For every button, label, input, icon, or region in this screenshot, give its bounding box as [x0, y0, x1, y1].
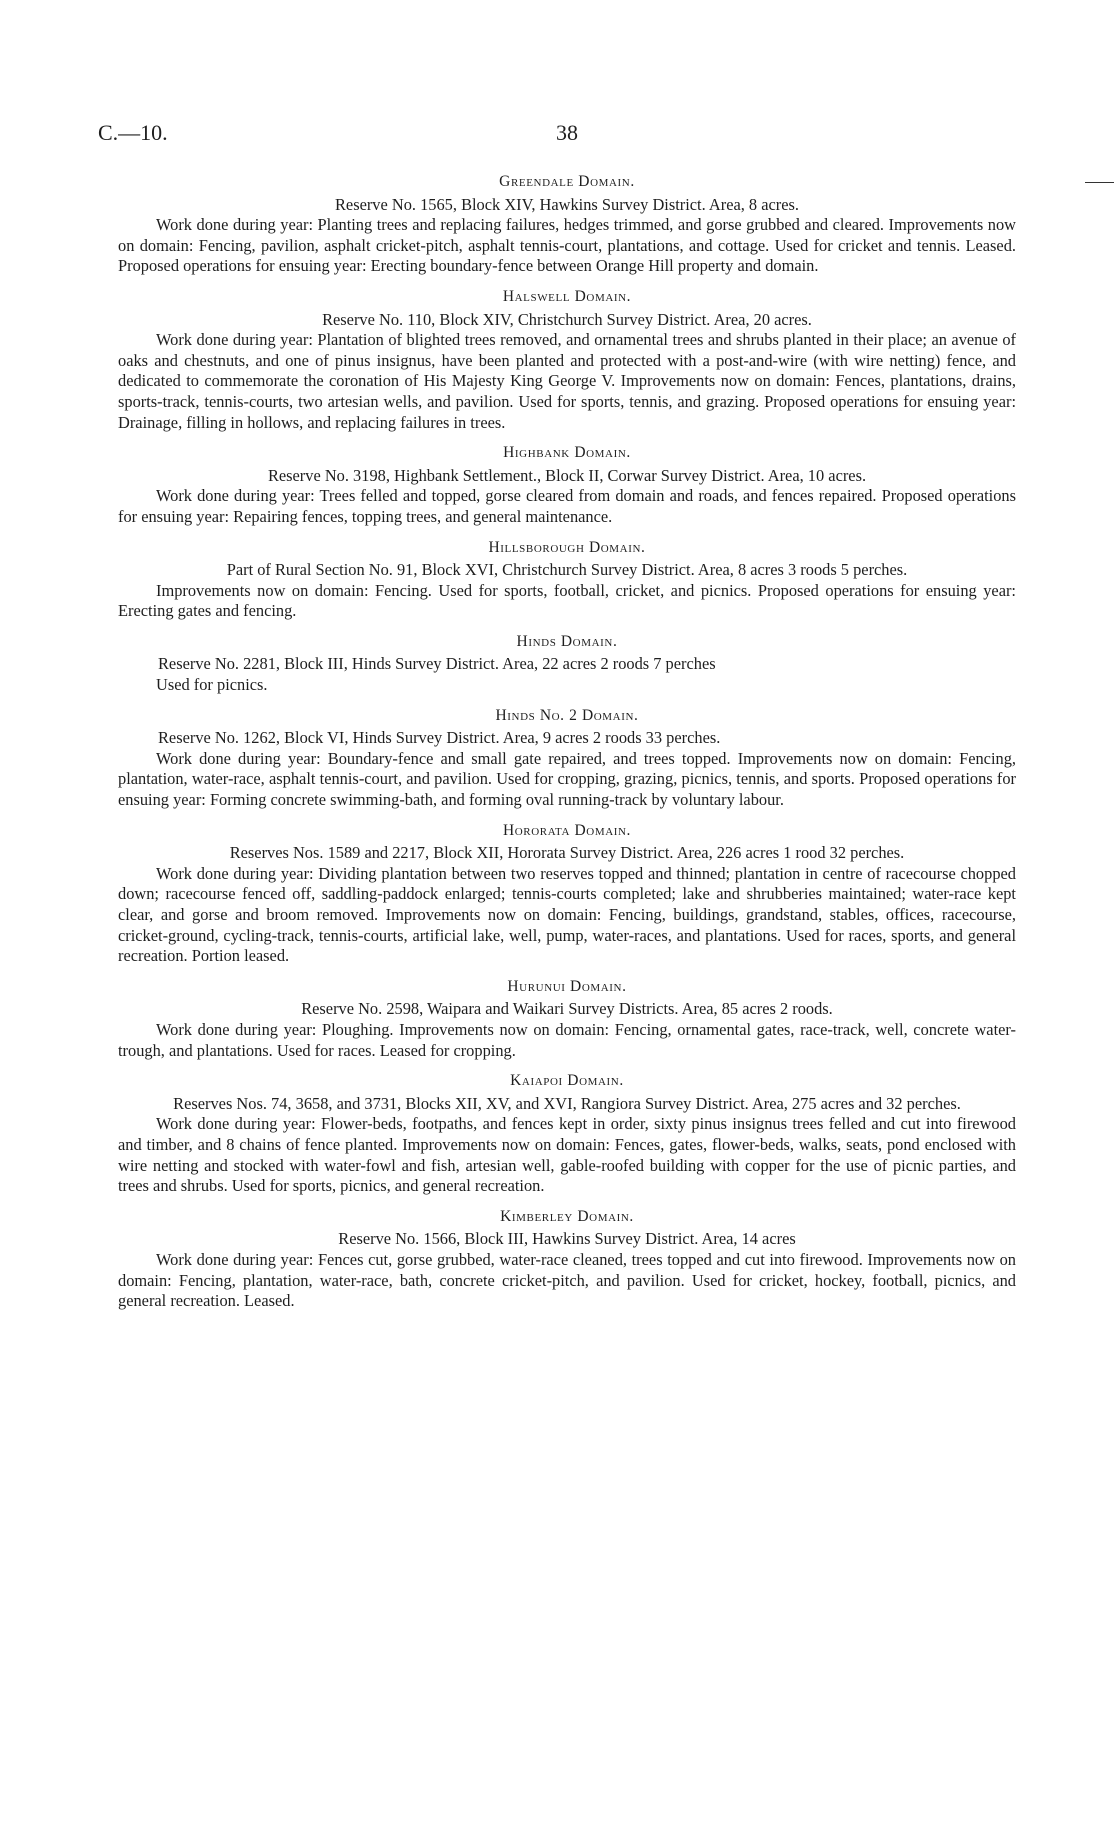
page-header: [98, 120, 1018, 150]
domain-section-hinds: [118, 632, 1016, 696]
section-title: Hororata Domain.: [502, 821, 632, 839]
domain-section-hororata: [118, 821, 1016, 967]
section-body: Work done during year: Planting trees and replacing failures, hedges trimmed, and gorse grubbed and cleared. Improvements now on domain: Fencing, pavilion, asphalt cricket-pitch, asphalt tennis-court, plantations, and cottage. Used for cricket and tennis. Leased. Proposed operations for ensuing year: Erecting boundary-fence between Orange Hill property and domain.: [118, 215, 1016, 276]
section-title: Hinds No. 2 Domain.: [495, 706, 639, 724]
section-title: Hurunui Domain.: [507, 977, 627, 995]
document-reference: C.—10.: [98, 120, 168, 145]
section-body: Improvements now on domain: Fencing. Used for sports, football, cricket, and picnics. Proposed operations for ensuing year: Erecting gates and fencing.: [118, 580, 1016, 621]
reserve-line: Reserves Nos. 1589 and 2217, Block XII, Hororata Survey District. Area, 226 acres 1 rood 32 perches.: [229, 843, 905, 863]
section-title: Hillsborough Domain.: [488, 538, 646, 556]
domain-section-kaiapoi: [118, 1071, 1016, 1197]
domain-section-halswell: [118, 287, 1016, 433]
reserve-line: Reserve No. 110, Block XIV, Christchurch Survey District. Area, 20 acres.: [322, 309, 812, 329]
section-title: Halswell Domain.: [502, 287, 632, 305]
reserve-line: Part of Rural Section No. 91, Block XVI, Christchurch Survey District. Area, 8 acres 3 roods 5 perches.: [226, 560, 908, 580]
section-body: Work done during year: Flower-beds, footpaths, and fences kept in order, sixty pinus insignus trees felled and cut into firewood and timber, and 8 chains of fence planted. Improvements now on domain: Fences, gates, flower-beds, walks, seats, pond enclosed with wire netting and stocked with water-fowl and fish, artesian well, gable-roofed building with copper for the use of picnic parties, and trees and shrubs. Used for sports, picnics, and general recreation.: [118, 1114, 1016, 1196]
domain-section-hillsborough: [118, 538, 1016, 622]
reserve-line: Reserve No. 3198, Highbank Settlement., Block II, Corwar Survey District. Area, 10 acres.: [267, 465, 867, 485]
reserve-line: Reserve No. 1262, Block VI, Hinds Survey District. Area, 9 acres 2 roods 33 perches.: [158, 728, 721, 748]
reserve-line: Reserve No. 2598, Waipara and Waikari Survey Districts. Area, 85 acres 2 roods.: [301, 999, 833, 1019]
reserve-line: Reserve No. 1565, Block XIV, Hawkins Survey District. Area, 8 acres.: [334, 194, 799, 214]
section-body: Used for picnics.: [156, 675, 268, 695]
section-title: Hinds Domain.: [516, 632, 618, 650]
section-title: Kaiapoi Domain.: [510, 1072, 624, 1090]
reserve-line: Reserves Nos. 74, 3658, and 3731, Blocks XII, XV, and XVI, Rangiora Survey District. Area, 275 acres and 32 perches.: [173, 1093, 961, 1113]
section-title: Kimberley Domain.: [500, 1207, 634, 1225]
document-body: [118, 172, 1016, 1322]
section-body: Work done during year: Trees felled and topped, gorse cleared from domain and roads, and fences repaired. Proposed operations for ensuing year: Repairing fences, topping trees, and general maintenance.: [118, 486, 1016, 526]
section-body: Work done during year: Dividing plantation between two reserves topped and thinned; plantation in centre of racecourse chopped down; racecourse fenced off, saddling-paddock enlarged; tennis-courts completed; lake and shrubberies maintained; water-race kept clear, and gorse and broom removed. Improvements now on domain: Fencing, buildings, grandstand, stables, offices, racecourse, cricket-ground, cycling-track, tennis-courts, artificial lake, well, pump, water-races, and plantations. Used for races, sports, and general recreation. Portion leased.: [118, 863, 1016, 966]
domain-section-highbank: [118, 443, 1016, 527]
section-body: Work done during year: Ploughing. Improvements now on domain: Fencing, ornamental gates, race-track, well, concrete water-trough, and plantations. Used for races. Leased for cropping.: [118, 1019, 1016, 1060]
reserve-line: Reserve No. 1566, Block III, Hawkins Survey District. Area, 14 acres: [338, 1229, 796, 1249]
section-title: Greendale Domain.: [499, 173, 635, 190]
section-body: Work done during year: Boundary-fence and small gate repaired, and trees topped. Improvements now on domain: Fencing, plantation, water-race, asphalt tennis-court, and pavilion. Used for cropping, grazing, picnics, tennis, and sports. Proposed operations for ensuing year: Forming concrete swimming-bath, and forming oval running-track by voluntary labour.: [118, 748, 1016, 810]
domain-section-hinds-no-2: [118, 706, 1016, 811]
margin-mark: [1085, 182, 1114, 183]
section-body: Work done during year: Fences cut, gorse grubbed, water-race cleaned, trees topped and cut into firewood. Improvements now on domain: Fencing, plantation, water-race, bath, concrete cricket-pitch, and pavilion. Used for cricket, hockey, football, picnics, and general recreation. Leased.: [118, 1249, 1016, 1311]
domain-section-greendale: [118, 172, 1016, 277]
section-body: Work done during year: Plantation of blighted trees removed, and ornamental trees and shrubs planted in their place; an avenue of oaks and chestnuts, and one of pinus insignus, have been planted and protected with a post-and-wire (with wire netting) fence, and dedicated to commemorate the coronation of His Majesty King George V. Improvements now on domain: Fences, plantations, drains, sports-track, tennis-courts, two artesian wells, and pavilion. Used for sports, tennis, and grazing. Proposed operations for ensuing year: Drainage, filling in hollows, and replacing failures in trees.: [118, 330, 1016, 432]
domain-section-kimberley: [118, 1207, 1016, 1312]
domain-section-hurunui: [118, 977, 1016, 1061]
section-title: Highbank Domain.: [503, 444, 631, 462]
reserve-line: Reserve No. 2281, Block III, Hinds Survey District. Area, 22 acres 2 roods 7 perches: [158, 654, 716, 674]
page-number: 38: [556, 120, 578, 145]
